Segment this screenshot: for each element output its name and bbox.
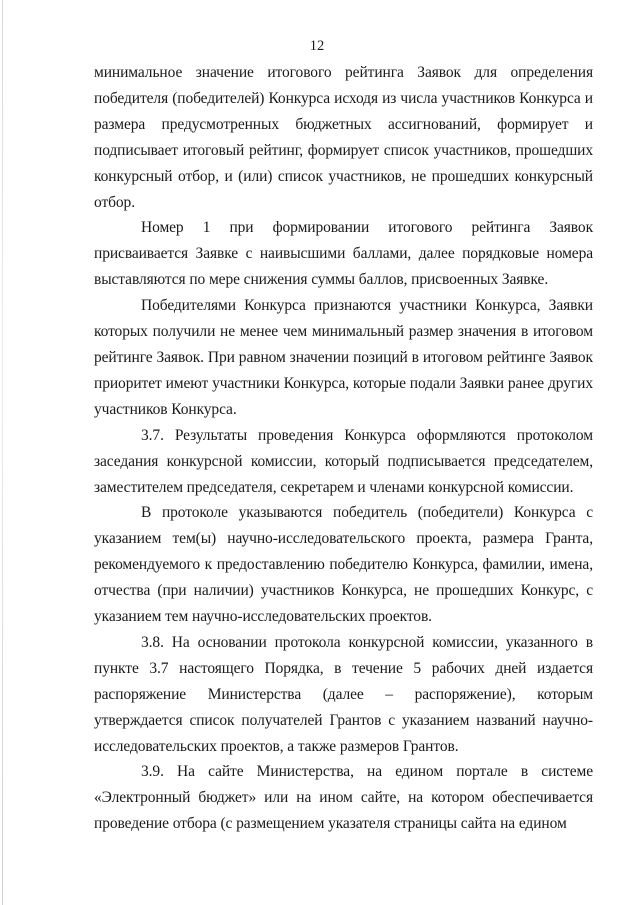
- scan-edge: [2, 0, 3, 905]
- paragraph-continued: минимальное значение итогового рейтинга Заявок для определения победителя (победителей) Конкурса исходя из числа участников Конкурса и размера предусмотренных бюджетных ассигнований, формирует и подписывает итоговый рейтинг, формирует список участников, прошедших конкурсный отбор, и (или) список участников, не прошедших конкурсный отбор.: [94, 64, 593, 211]
- paragraph-3-9: 3.9. На сайте Министерства, на едином портале в системе «Электронный бюджет» или на ином сайте, на котором обеспечивается проведение отбора (с размещением указателя страницы сайта на едином: [94, 763, 593, 833]
- paragraph-3-7: 3.7. Результаты проведения Конкурса оформляются протоколом заседания конкурсной комиссии, который подписывается председателем, заместителем председателя, секретарем и членами конкурсной комиссии.: [94, 426, 593, 496]
- paragraph-winners: Победителями Конкурса признаются участники Конкурса, Заявки которых получили не менее чем минимальный размер значения в итоговом рейтинге Заявок. При равном значении позиций в итоговом рейтинге Заявок приоритет имеют участники Конкурса, которые подали Заявки ранее других участников Конкурса.: [94, 297, 593, 418]
- paragraph-3-8: 3.8. На основании протокола конкурсной комиссии, указанного в пункте 3.7 настоящего Порядка, в течение 5 рабочих дней издается распоряжение Министерства (далее – распоряжение), которым утверждается список получателей Грантов с указанием названий научно-исследовательских проектов, а также размеров Грантов.: [94, 633, 593, 755]
- paragraph-protocol: В протоколе указываются победитель (победители) Конкурса с указанием тем(ы) научно-исследовательского проекта, размера Гранта, рекомендуемого к предоставлению победителю Конкурса, фамилии, имена, отчества (при наличии) участников Конкурса, не прошедших Конкурс, с указанием тем научно-исследовательских проектов.: [94, 504, 593, 626]
- paragraph-rating-numbering: Номер 1 при формировании итогового рейтинга Заявок присваивается Заявке с наивысшими баллами, далее порядковые номера выставляются по мере снижения суммы баллов, присвоенных Заявке.: [94, 219, 593, 289]
- document-body: [94, 60, 593, 837]
- page-number: 12: [309, 38, 325, 54]
